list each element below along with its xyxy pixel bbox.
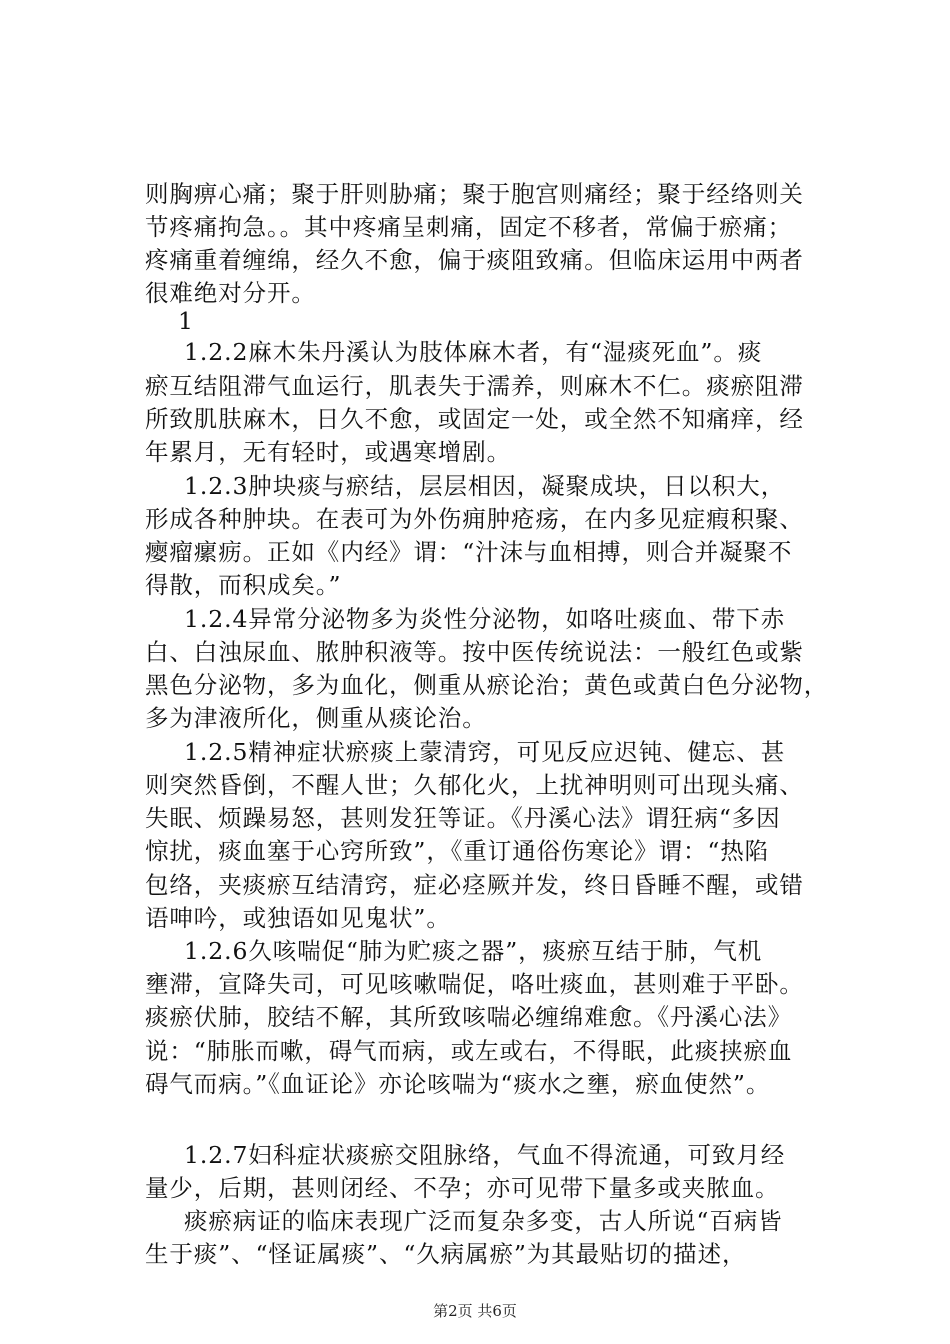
- body-text-line: 包络，夹痰瘀互结清窍，症必痉厥并发，终日昏睡不醒，或错: [145, 871, 804, 899]
- body-text-line: 节疼痛拘急。。其中疼痛呈刺痛，固定不移者，常偏于瘀痛；: [145, 213, 793, 241]
- body-text-line: 语呻吟，或独语如见鬼状”。: [145, 904, 451, 932]
- body-text-line: 很难绝对分开。: [145, 279, 316, 307]
- body-text-line: 瘀互结阻滞气血运行，肌表失于濡养，则麻木不仁。痰瘀阻滞: [145, 372, 804, 400]
- body-text-line: 痰瘀伏肺，胶结不解，其所致咳喘必缠绵难愈。《丹溪心法》: [145, 1003, 793, 1031]
- body-text-line: 1.2.5精神症状瘀痰上蒙清窍，可见反应迟钝、健忘、甚: [184, 738, 786, 766]
- body-text-line: 1.2.4异常分泌物多为炎性分泌物，如咯吐痰血、带下赤: [184, 605, 786, 633]
- body-text-line: 痰瘀病证的临床表现广泛而复杂多变，古人所说“百病皆: [184, 1207, 783, 1235]
- body-text-line: 多为津液所化，侧重从痰论治。: [145, 704, 487, 732]
- body-text-line: 得散，而积成矣。”: [145, 571, 342, 599]
- body-text-line: 则突然昏倒，不醒人世；久郁化火，上扰神明则可出现头痛、: [145, 771, 804, 799]
- body-text-line: 1.2.6久咳喘促“肺为贮痰之器”，痰瘀互结于肺，气机: [184, 937, 763, 965]
- body-text-line: 黑色分泌物，多为血化，侧重从瘀论治；黄色或黄白色分泌物，: [145, 671, 829, 699]
- body-text-line: 形成各种肿块。在表可为外伤痈肿疮疡，在内多见症瘕积聚、: [145, 505, 804, 533]
- body-text-line: 量少，后期，甚则闭经、不孕；亦可见带下量多或夹脓血。: [145, 1174, 780, 1202]
- body-text-line: 1: [178, 307, 194, 335]
- page-footer: 第2页 共6页: [433, 1302, 517, 1320]
- body-text-line: 1.2.3肿块痰与瘀结，层层相因，凝聚成块，日以积大，: [184, 472, 786, 500]
- body-text-line: 则胸痹心痛；聚于肝则胁痛；聚于胞宫则痛经；聚于经络则关: [145, 180, 804, 208]
- body-text-line: 1.2.2麻木朱丹溪认为肢体麻木者，有“湿痰死血”。痰: [184, 338, 763, 366]
- body-text-line: 1.2.7妇科症状痰瘀交阻脉络，气血不得流通，可致月经: [184, 1141, 786, 1169]
- body-text-line: 瘿瘤瘰疬。正如《内经》谓：“汁沫与血相搏，则合并凝聚不: [145, 538, 793, 566]
- body-text-line: 疼痛重着缠绵，经久不愈，偏于痰阻致痛。但临床运用中两者: [145, 246, 804, 274]
- body-text-line: 生于痰”、“怪证属痰”、“久病属瘀”为其最贴切的描述，: [145, 1240, 747, 1268]
- body-text-line: 惊扰，痰血塞于心窍所致”，《重订通俗伤寒论》谓：“热陷: [145, 837, 770, 865]
- body-text-line: 白、白浊尿血、脓肿积液等。按中医传统说法：一般红色或紫: [145, 638, 804, 666]
- body-text-line: 年累月，无有轻时，或遇寒增剧。: [145, 438, 511, 466]
- body-text-line: 碍气而病。”《血证论》亦论咳喘为“痰水之壅，瘀血使然”。: [145, 1070, 771, 1098]
- body-text-line: 壅滞，宣降失司，可见咳嗽喘促，咯吐痰血，甚则难于平卧。: [145, 970, 804, 998]
- body-text-line: 说：“肺胀而嗽，碍气而病，或左或右，不得眠，此痰挟瘀血: [145, 1037, 793, 1065]
- body-text-line: 所致肌肤麻木，日久不愈，或固定一处，或全然不知痛痒，经: [145, 405, 804, 433]
- body-text-line: 失眠、烦躁易怒，甚则发狂等证。《丹溪心法》谓狂病“多因: [145, 804, 781, 832]
